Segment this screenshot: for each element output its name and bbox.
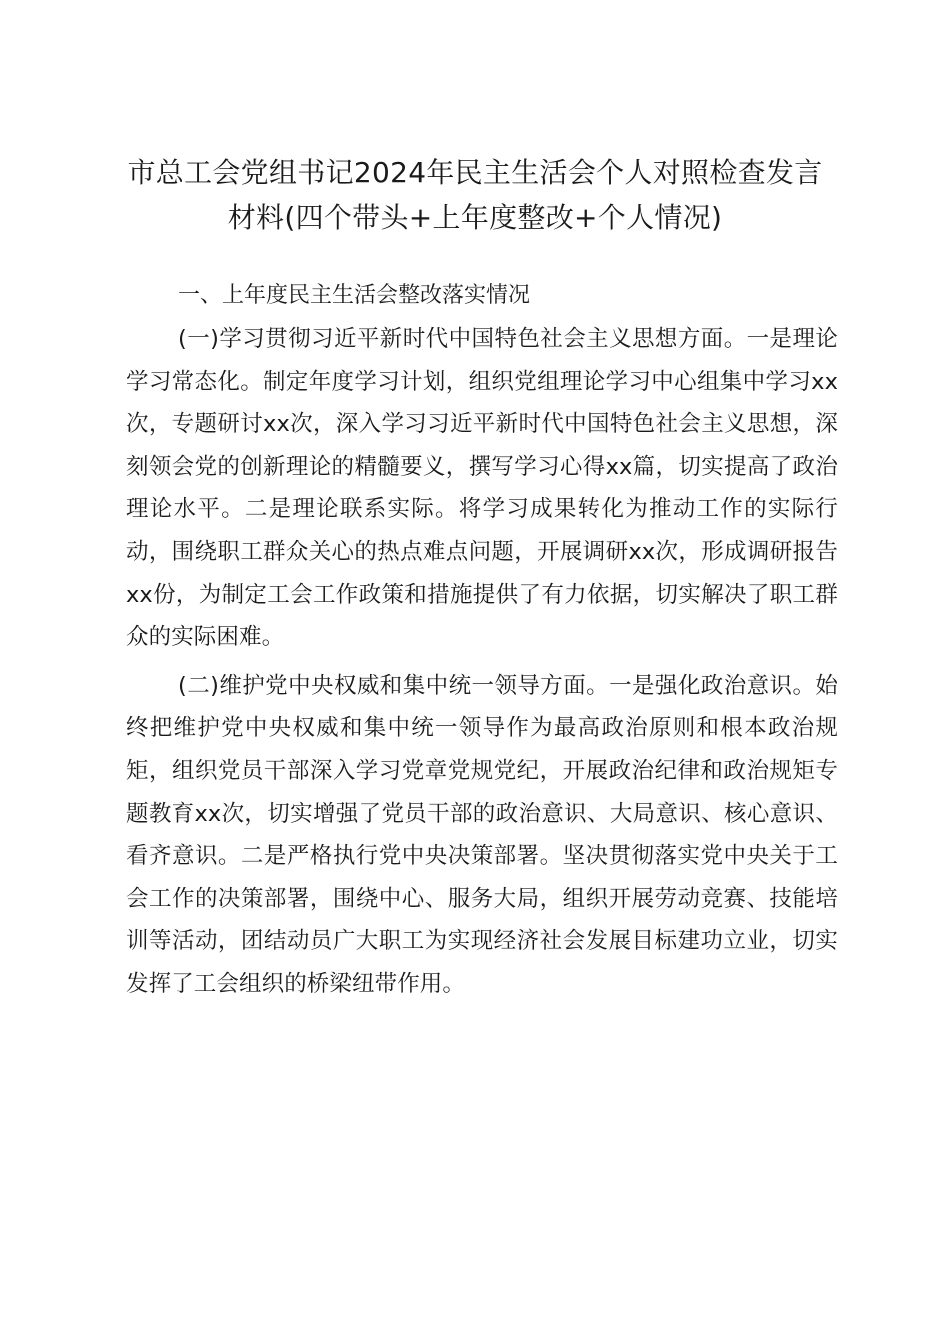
section-heading: 一、上年度民主生活会整改落实情况 bbox=[178, 283, 531, 308]
paragraph-authority: (二)维护党中央权威和集中统一领导方面。一是强化政治意识。始终把维护党中央权威和集中统一领导作为最高政治原则和根本政治规矩，组织党员干部深入学习党章党规党纪，开展政治纪律和政治规矩专题教育xx次，切实增强了党员干部的政治意识、大局意识、核心意识、看齐意识。二是严格执行党中央决策部署。坚决贯彻落实党中央关于工会工作的决策部署，围绕中心、服务大局，组织开展劳动竞赛、技能培训等活动，团结动员广大职工为实现经济社会发展目标建功立业，切实发挥了工会组织的桥梁纽带作用。 bbox=[126, 672, 838, 997]
paragraph-study: (一)学习贯彻习近平新时代中国特色社会主义思想方面。一是理论学习常态化。制定年度学习计划，组织党组理论学习中心组集中学习xx次，专题研讨xx次，深入学习习近平新时代中国特色社会主义思想，深刻领会党的创新理论的精髓要义，撰写学习心得xx篇，切实提高了政治理论水平。二是理论联系实际。将学习成果转化为推动工作的实际行动，围绕职工群众关心的热点难点问题，开展调研xx次，形成调研报告xx份，为制定工会工作政策和措施提供了有力依据，切实解决了职工群众的实际困难。 bbox=[126, 326, 838, 651]
document-title: 市总工会党组书记2024年民主生活会个人对照检查发言材料(四个带头+上年度整改+个人情况) bbox=[127, 156, 823, 234]
document-body bbox=[126, 280, 838, 1006]
